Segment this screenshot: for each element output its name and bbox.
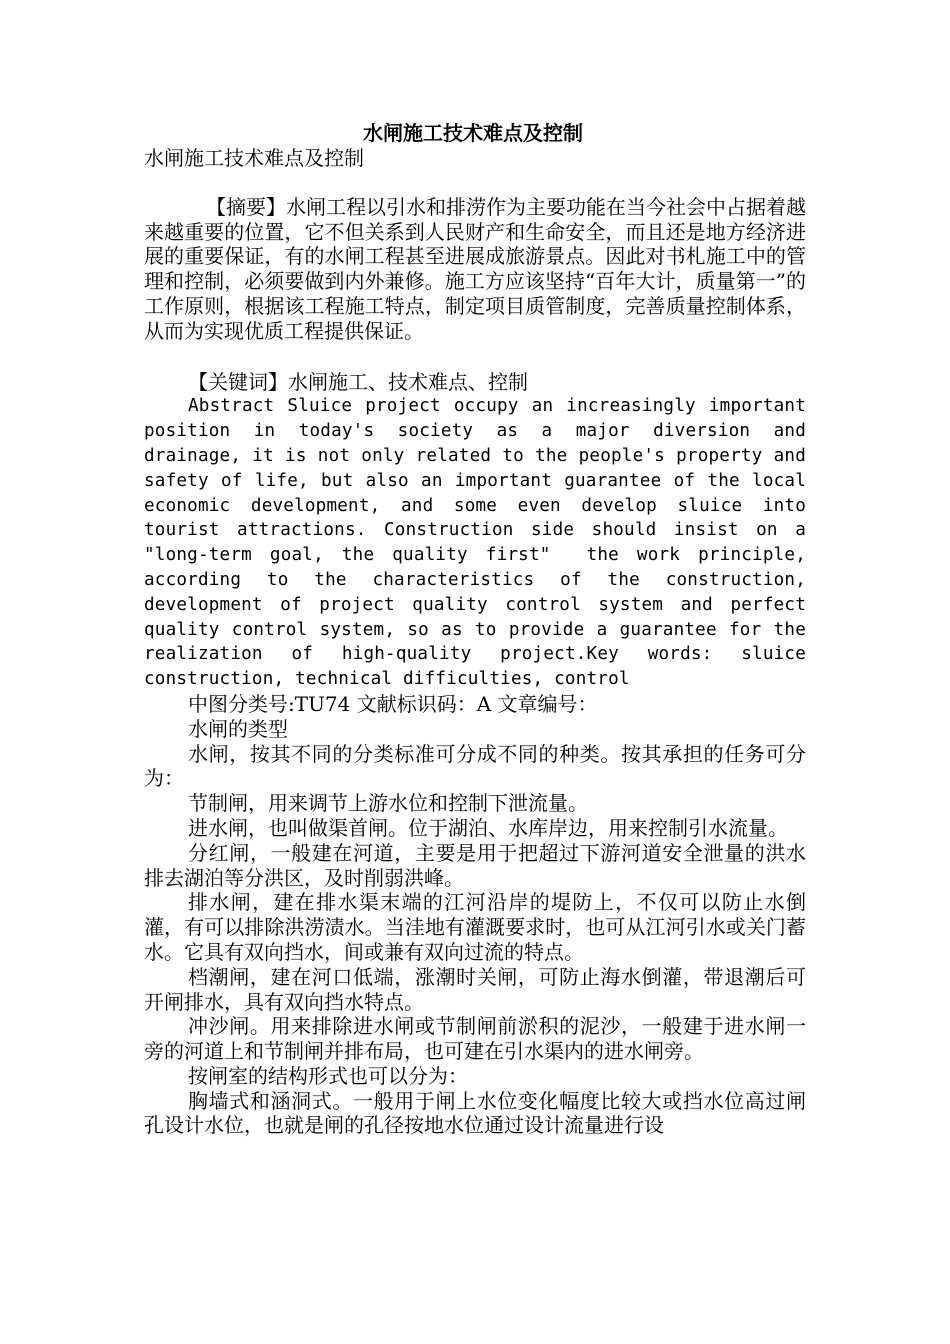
section-heading: 水闸的类型 (188, 716, 288, 741)
body-paragraph: 节制闸，用来调节上游水位和控制下泄流量。 (188, 791, 588, 816)
body-paragraph: 档潮闸，建在河口低端，涨潮时关闸，可防止海水倒灌，带退潮后可开闸排水，具有双向挡水特点。 (144, 964, 806, 1014)
document-page (144, 120, 817, 1138)
body-paragraph: 水闸，按其不同的分类标准可分成不同的种类。按其承担的任务可分为： (144, 741, 806, 791)
document-subtitle: 水闸施工技术难点及控制 (144, 146, 364, 170)
body-paragraph: 胸墙式和涵洞式。一般用于闸上水位变化幅度比较大或挡水位高过闸孔设计水位，也就是闸的孔径按地水位通过设计流量进行设 (144, 1088, 806, 1138)
abstract-en: Abstract Sluice project occupy an increasingly important position in today's society as a major diversion and drainage, it is not only related to the people's property and safety of life, but also an important guarantee of the local economic development, and some even develop sluice into tourist attractions. Construction side should insist on a "long-term goal, the quality first" the work principle, according to the characteristics of the construction, development of project quality control system and perfect quality control system, so as to provide a guarantee for the realization of high-quality project.Key words: sluice construction, technical difficulties, control (144, 396, 817, 690)
body-paragraph: 进水闸，也叫做渠首闸。位于湖泊、水库岸边，用来控制引水流量。 (188, 815, 788, 840)
spacer (144, 344, 806, 370)
classification-line: 中图分类号:TU74 文献标识码：A 文章编号： (188, 691, 598, 716)
document-title: 水闸施工技术难点及控制 (363, 121, 583, 145)
keywords-cn: 【关键词】水闸施工、技术难点、控制 (188, 369, 528, 394)
body-paragraph: 按闸室的结构形式也可以分为： (188, 1063, 468, 1088)
body-paragraph: 排水闸，建在排水渠末端的江河沿岸的堤防上，不仅可以防止水倒灌，有可以排除洪涝渍水。当洼地有灌溉要求时，也可从江河引水或关门蓄水。它具有双向挡水，间或兼有双向过流的特点。 (144, 890, 806, 964)
abstract-cn: 【摘要】水闸工程以引水和排涝作为主要功能在当今社会中占据着越来越重要的位置，它不但关系到人民财产和生命安全，而且还是地方经济进展的重要保证，有的水闸工程甚至进展成旅游景点。因此对书札施工中的管理和控制，必须要做到内外兼修。施工方应该坚持“百年大计，质量第一”的工作原则，根据该工程施工特点，制定项目质管制度，完善质量控制体系，从而为实现优质工程提供保证。 (144, 194, 806, 343)
body-paragraph: 冲沙闸。用来排除进水闸或节制闸前淤积的泥沙，一般建于进水闸一旁的河道上和节制闸并排布局，也可建在引水渠内的进水闸旁。 (144, 1014, 806, 1064)
body-paragraph: 分红闸，一般建在河道，主要是用于把超过下游河道安全泄量的洪水排去湖泊等分洪区，及时削弱洪峰。 (144, 840, 806, 890)
spacer (144, 171, 806, 195)
